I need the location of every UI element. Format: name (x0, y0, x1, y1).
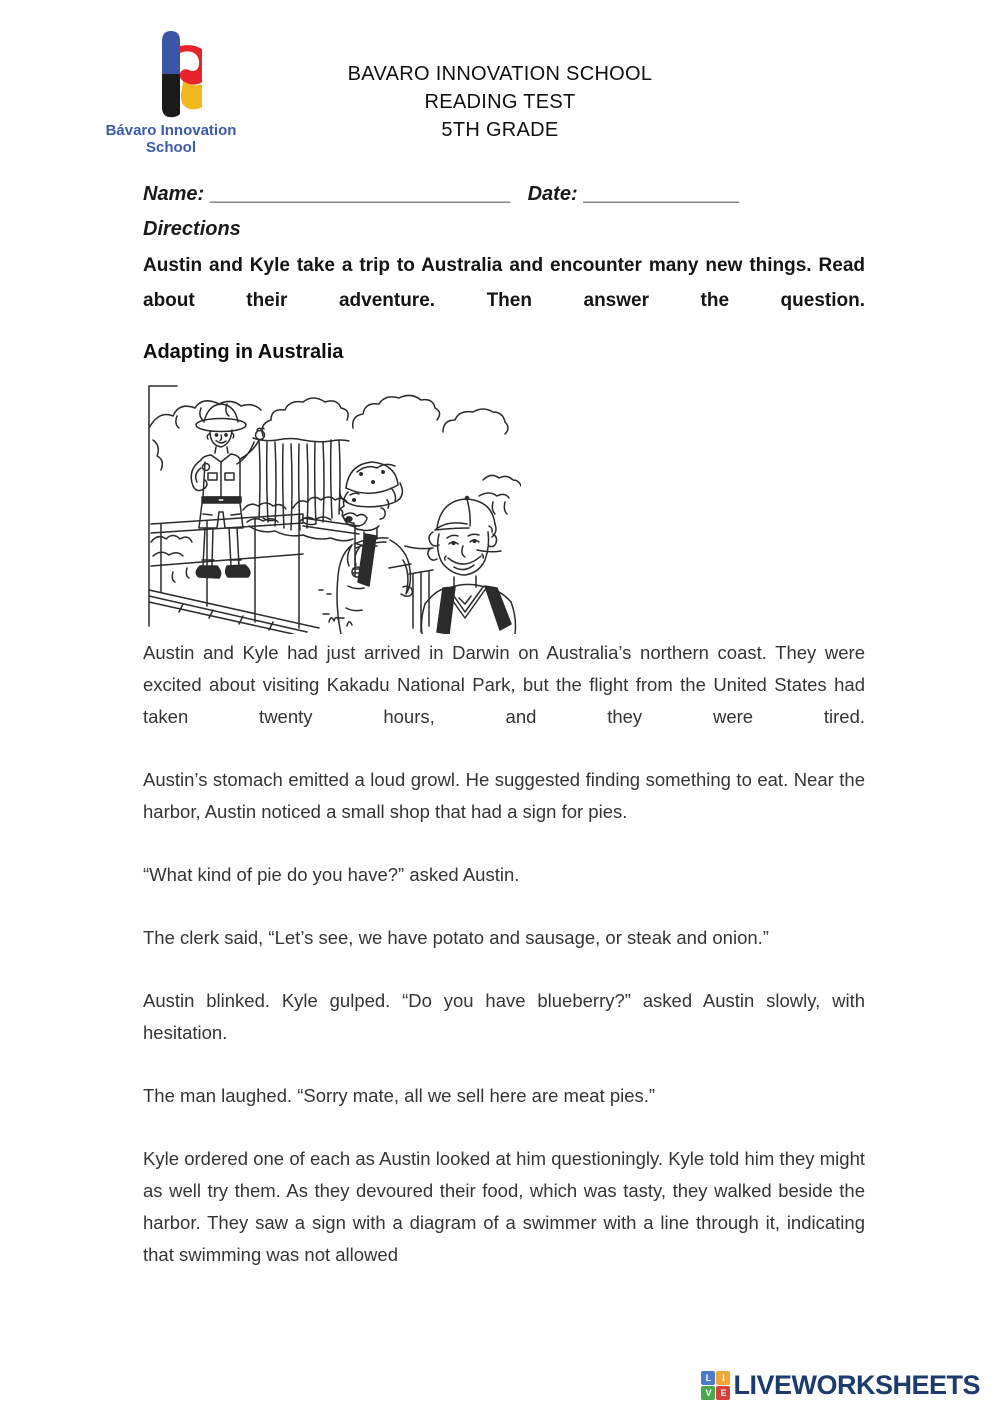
date-blank-line: ______________ (583, 183, 739, 205)
date-label: Date: (527, 183, 578, 205)
story-paragraph: “What kind of pie do you have?” asked Austin. (143, 864, 520, 885)
logo-square-v: V (701, 1386, 715, 1400)
story-illustration-drawing (143, 376, 521, 634)
directions-text: Austin and Kyle take a trip to Australia and encounter many new things. Read about their adventure. Then answer the question. (143, 255, 865, 311)
header-grade: 5TH GRADE (441, 119, 559, 141)
story-title: Adapting in Australia (143, 341, 344, 363)
liveworksheets-brand: LIVEWORKSHEETS (733, 1370, 980, 1400)
name-blank-line: ___________________________ (209, 183, 511, 205)
story-paragraph: The man laughed. “Sorry mate, all we sell here are meat pies.” (143, 1085, 656, 1106)
logo-square-l: L (701, 1371, 715, 1385)
school-logo-text-line2: School (145, 139, 196, 156)
header-test-title: READING TEST (424, 91, 576, 113)
story-body (143, 637, 865, 1302)
name-date-row (143, 183, 865, 206)
story-paragraph: Kyle ordered one of each as Austin looked at him questioningly. Kyle told him they might as well try them. As they devoured their food, which was tasty, they walked beside the harbor. They saw a sign with a diagram of a swimmer with a line through it, indicating that swimming was not allowed (143, 1148, 865, 1265)
story-paragraph: Austin and Kyle had just arrived in Darwin on Australia’s northern coast. They were excited about visiting Kakadu National Park, but the flight from the United States had taken twenty hours, and they were tired. (143, 642, 865, 727)
liveworksheets-logo-icon (701, 1371, 730, 1400)
name-label: Name: (143, 183, 205, 205)
directions-section (143, 214, 865, 318)
boy-cap-figure (421, 497, 515, 635)
story-paragraph: Austin blinked. Kyle gulped. “Do you have blueberry?” asked Austin slowly, with hesitation. (143, 990, 865, 1043)
logo-square-i: I (716, 1371, 730, 1385)
directions-label: Directions (143, 218, 241, 240)
logo-square-e: E (716, 1386, 730, 1400)
document-header (0, 60, 1000, 144)
story-paragraph: The clerk said, “Let’s see, we have potato and sausage, or steak and onion.” (143, 927, 769, 948)
school-logo-text-line1: Bávaro Innovation (105, 122, 237, 139)
ranger-figure (191, 404, 264, 578)
story-illustration (143, 376, 521, 634)
story-paragraph: Austin’s stomach emitted a loud growl. He suggested finding something to eat. Near the harbor, Austin noticed a small shop that had a sign for pies. (143, 769, 865, 822)
header-school-name: BAVARO INNOVATION SCHOOL (347, 63, 653, 85)
boy-bucket-hat-figure (337, 462, 413, 634)
liveworksheets-footer (701, 1370, 980, 1401)
